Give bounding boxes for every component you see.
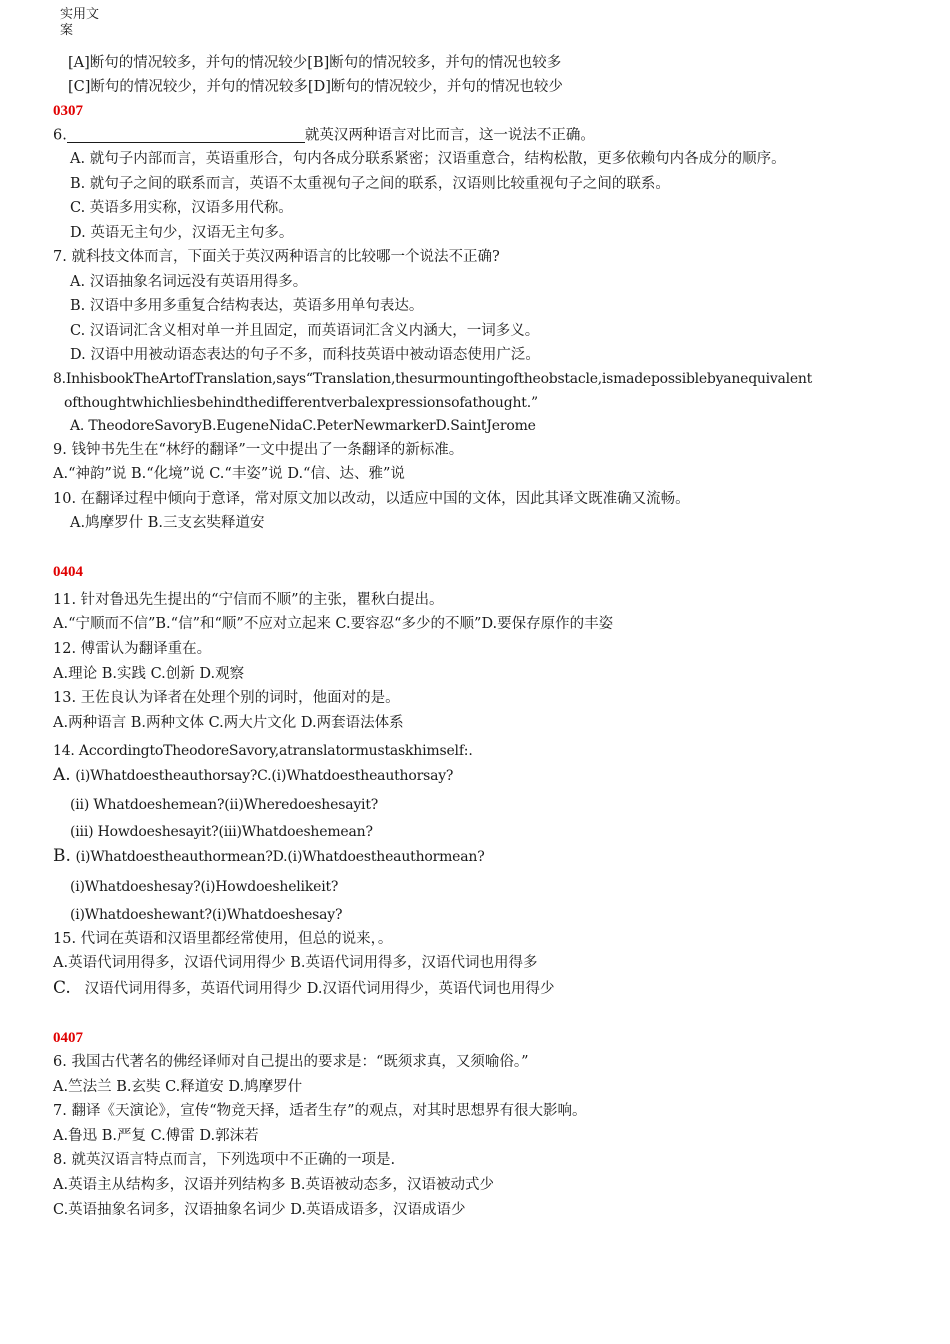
option-line: A.鸠摩罗什 B.三支玄奘释道安 (70, 515, 265, 531)
question-8b: 8. 就英汉语言特点而言，下列选项中不正确的一项是. (53, 1152, 396, 1168)
option-line (53, 980, 554, 997)
question-6b: 6. 我国古代著名的佛经译师对自己提出的要求是：“既须求真，又须喻俗。” (53, 1054, 529, 1070)
answer-blank (67, 128, 305, 143)
option-line (53, 848, 485, 865)
option-line: A. 汉语抽象名词远没有英语用得多。 (70, 274, 308, 290)
question-15: 15. 代词在英语和汉语里都经常使用，但总的说来，。 (53, 931, 393, 947)
section-heading: 0407 (53, 1030, 83, 1046)
option-line: C.英语抽象名词多，汉语抽象名词少 D.英语成语多，汉语成语少 (53, 1202, 466, 1218)
option-line: (ⅰ)Whatdoeshesay?(ⅰ)Howdoeshelikeit? (70, 879, 339, 895)
option-line: A. TheodoreSavoryB.EugeneNidaC.PeterNewmarkerD.SaintJerome (70, 418, 536, 434)
option-line: A.两种语言 B.两种文体 C.两大片文化 D.两套语法体系 (53, 715, 404, 731)
question-6 (53, 128, 595, 143)
option-line: A.理论 B.实践 C.创新 D.观察 (53, 666, 245, 682)
option-line: (iii) Howdoeshesayit?(iii)Whatdoeshemean? (70, 824, 373, 840)
option-line: C. 汉语词汇含义相对单一并且固定，而英语词汇含义内涵大，一词多义。 (70, 323, 540, 339)
option-line: A.英语主从结构多，汉语并列结构多 B.英语被动态多，汉语被动式少 (53, 1177, 494, 1193)
option-line: A.“神韵”说 B.“化境”说 C.“丰姿”说 D.“信、达、雅”说 (53, 466, 405, 482)
option-line: (ii) Whatdoeshemean?(ⅱ)Wheredoeshesayit? (70, 797, 379, 813)
section-heading: 0404 (53, 564, 83, 580)
header-line-1: 实用文 (60, 7, 100, 22)
option-line: (ⅰ)Whatdoeshewant?(ⅰ)Whatdoeshesay? (70, 907, 343, 923)
option-line: C. 英语多用实称，汉语多用代称。 (70, 200, 293, 216)
option-label: A. (53, 765, 71, 785)
question-8: 8.InhisbookTheArtofTranslation,says“Translation,thesurmountingoftheobstacle,ismadepossiblebyanequivalent (53, 371, 813, 387)
option-text: 汉语代词用得多，英语代词用得少 D.汉语代词用得少，英语代词也用得少 (84, 981, 555, 997)
option-text: (ⅰ)Whatdoestheauthorsay?C.(ⅰ)Whatdoestheauthorsay? (75, 768, 454, 784)
question-13: 13. 王佐良认为译者在处理个别的词时，他面对的是。 (53, 690, 400, 706)
option-line: D. 英语无主句少，汉语无主句多。 (70, 225, 294, 241)
question-9: 9. 钱钟书先生在“林纾的翻译”一文中提出了一条翻译的新标准。 (53, 442, 464, 458)
question-10: 10. 在翻译过程中倾向于意译，常对原文加以改动，以适应中国的文体，因此其译文既准确又流畅。 (53, 491, 690, 507)
page-header (60, 7, 99, 39)
question-7b: 7. 翻译《天演论》，宣传“物竞天择，适者生存”的观点，对其时思想界有很大影响。 (53, 1103, 587, 1119)
option-line: [A]断句的情况较多，并句的情况较少[B]断句的情况较多，并句的情况也较多 (68, 55, 562, 71)
question-14: 14. AccordingtoTheodoreSavory,atranslatormustaskhimself:. (53, 743, 473, 759)
option-label: B. (53, 846, 71, 866)
option-line: A.“宁顺而不信”B.“信”和“顺”不应对立起来 C.要容忍“多少的不顺”D.要保存原作的丰姿 (53, 616, 614, 632)
option-line: D. 汉语中用被动语态表达的句子不多，而科技英语中被动语态使用广泛。 (70, 347, 540, 363)
question-number: 6. (53, 127, 67, 144)
option-line: B. 就句子之间的联系而言，英语不太重视句子之间的联系，汉语则比较重视句子之间的联系。 (70, 176, 670, 192)
option-line: [C]断句的情况较少，并句的情况较多[D]断句的情况较少，并句的情况也较少 (68, 79, 563, 95)
question-7: 7. 就科技文体而言，下面关于英汉两种语言的比较哪一个说法不正确? (53, 249, 500, 265)
option-line: A.鲁迅 B.严复 C.傅雷 D.郭沫若 (53, 1128, 259, 1144)
question-text: 就英汉两种语言对比而言，这一说法不正确。 (304, 127, 595, 144)
option-line: A. 就句子内部而言，英语重形合，句内各成分联系紧密；汉语重意合，结构松散，更多依赖句内各成分的顺序。 (70, 151, 786, 167)
option-line: A.英语代词用得多，汉语代词用得少 B.英语代词用得多，汉语代词也用得多 (53, 955, 538, 971)
section-heading: 0307 (53, 103, 83, 119)
question-12: 12. 傅雷认为翻译重在。 (53, 641, 212, 657)
option-label: C. (53, 978, 71, 998)
header-line-2: 案 (60, 23, 74, 38)
option-line: A.竺法兰 B.玄奘 C.释道安 D.鸠摩罗什 (53, 1079, 303, 1095)
option-text: (ⅰ)Whatdoestheauthormean?D.(ⅰ)Whatdoestheauthormean? (75, 849, 485, 865)
question-8-continued: ofthoughtwhichliesbehindthedifferentverbalexpressionsofathought.” (64, 395, 538, 411)
option-line: B. 汉语中多用多重复合结构表达，英语多用单句表达。 (70, 298, 424, 314)
question-11: 11. 针对鲁迅先生提出的“宁信而不顺”的主张，瞿秋白提出。 (53, 592, 444, 608)
option-line (53, 767, 453, 784)
